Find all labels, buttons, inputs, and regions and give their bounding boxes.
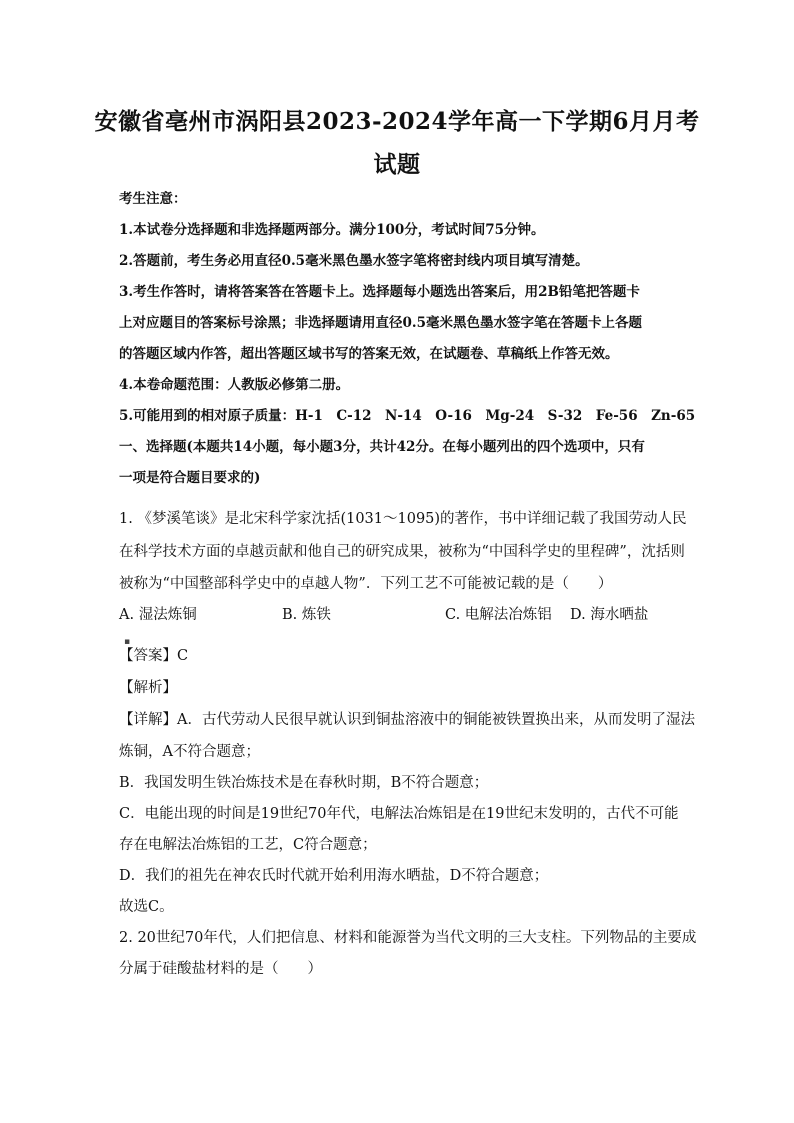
detail-line: 故选C。 [119,899,174,915]
option-c: C. 电解法冶炼铝 [445,607,552,623]
answer-label: 【答案】C [119,648,189,664]
notice-item: 3.考生作答时，请将答案答在答题卡上。选择题每小题选出答案后，用2B铅笔把答题卡 [119,284,640,300]
detail-line: 【详解】A．古代劳动人民很早就认识到铜盐溶液中的铜能被铁置换出来，从而发明了湿法 [119,712,695,728]
document-title-line-1: 安徽省亳州市涡阳县2023-2024学年高一下学期6月月考 [94,108,700,135]
question-1-line: 在科学技术方面的卓越贡献和他自己的研究成果，被称为“中国科学史的里程碑”，沈括则 [119,544,685,560]
section-heading: 一、选择题(本题共14小题，每小题3分，共计42分。在每小题列出的四个选项中，只有 [119,439,645,455]
notice-item: 1.本试卷分选择题和非选择题两部分。满分100分，考试时间75分钟。 [119,222,545,238]
section-heading-cont: 一项是符合题目要求的) [119,470,261,486]
option-a: A. 湿法炼铜 [119,607,197,623]
question-1-line: 被称为“中国整部科学史中的卓越人物”．下列工艺不可能被记载的是（ ） [119,576,613,592]
detail-line: 存在电解法冶炼铝的工艺，C符合题意； [119,837,377,853]
detail-line: D．我们的祖先在神农氏时代就开始利用海水晒盐，D不符合题意； [119,868,549,884]
notice-item: 上对应题目的答案标号涂黑；非选择题请用直径0.5毫米黑色墨水签字笔在答题卡上各题 [119,315,642,331]
document-title-line-2: 试题 [373,151,421,178]
notice-item: 4.本卷命题范围：人教版必修第二册。 [119,377,350,393]
detail-line: B．我国发明生铁冶炼技术是在春秋时期，B不符合题意； [119,775,489,791]
option-d: D. 海水晒盐 [570,607,649,623]
detail-line: 炼铜，A不符合题意； [119,744,260,760]
notice-item: 2.答题前，考生务必用直径0.5毫米黑色墨水签字笔将密封线内项目填写清楚。 [119,253,589,269]
option-b: B. 炼铁 [282,607,331,623]
margin-mark: ▪ [124,637,131,647]
question-1-line: 1. 《梦溪笔谈》是北宋科学家沈括(1031～1095)的著作，书中详细记载了我国劳动人民 [119,511,687,527]
notice-item: 5.可能用到的相对原子质量：H-1 C-12 N-14 O-16 Mg-24 S-32 Fe-56 Zn-65 [119,408,696,424]
detail-line: C．电能出现的时间是19世纪70年代，电解法冶炼铝是在19世纪末发明的，古代不可能 [119,806,679,822]
analysis-label: 【解析】 [119,680,177,696]
notice-heading: 考生注意： [119,191,187,207]
question-2-line: 2. 20世纪70年代，人们把信息、材料和能源誉为当代文明的三大支柱。下列物品的主要成 [119,930,697,946]
notice-item: 的答题区域内作答，超出答题区域书写的答案无效，在试题卷、草稿纸上作答无效。 [119,346,619,362]
question-2-line: 分属于硅酸盐材料的是（ ） [119,961,322,977]
